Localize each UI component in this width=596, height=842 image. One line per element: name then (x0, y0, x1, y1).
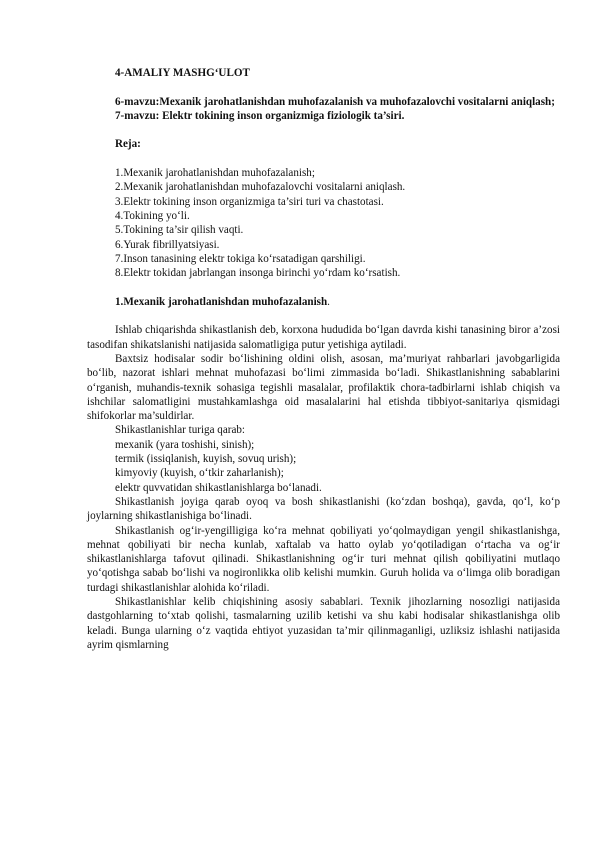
type-item: mexanik (yara toshishi, sinish); (115, 438, 255, 451)
plan-item: 6.Yurak fibrillyatsiyasi. (115, 238, 220, 251)
type-item: kimyoviy (kuyish, o‘tkir zaharlanish); (115, 467, 284, 480)
plan-item: 2.Mexanik jarohatlanishdan muhofazalovchi vositalarni aniqlash. (115, 181, 406, 194)
page-title: 4-AMALIY MASHG‘ULOT (115, 67, 250, 79)
plan-heading: Reja: (115, 138, 141, 151)
paragraph-1: Ishlab chiqarishda shikastlanish deb, korxona hududida bo‘lgan davrda kishi tanasining biror a’zosi tasodifan shikatslanishi natijasida salomatligiga putur yetishiga aytiladi. (87, 324, 560, 351)
type-item: termik (issiqlanish, kuyish, sovuq urish); (115, 453, 297, 466)
plan-list (87, 166, 560, 280)
paragraph-2: Baxtsiz hodisalar sodir bo‘lishining oldini olish, asosan, ma’muriyat rahbarlari javobgarligida bo‘lib, nazorat ishlari mehnat muhofazasi bo‘limi zimmasida bo‘ladi. Shikastlanishning sabablarini o‘rganish, muhandis-texnik sohasiga tegishli masalalar, profilaktik chora-tadbirlarni ishlab chiqish va ishchilar salomatligini mustahkamlashga oid masalalarini hal etishda tibbiyot-sanitariya qismidagi shifokorlar ma’suldirlar. (87, 352, 560, 423)
topic-7: 7-mavzu: Elektr tokining inson organizmiga fiziologik ta’siri. (115, 109, 405, 122)
type-item: elektr quvvatidan shikastlanishlarga bo‘lanadi. (115, 481, 322, 494)
plan-item: 1.Mexanik jarohatlanishdan muhofazalanish; (115, 167, 315, 180)
paragraph-5: Shikastlanishlar kelib chiqishining asosiy sabablari. Texnik jihozlarning nosozligi natijasida dastgohlarning to‘xtab qolishi, tasmalarning uzilib ketishi va shu kabi hodisalar shikastlanishga olib keladi. Bunga ularning o‘z vaqtida ehtiyot yuzasidan ta’mir qilinmaganligi, uzliksiz ishlashi natijasida ayrim qismlarning (87, 595, 560, 651)
plan-item: 5.Tokining ta’sir qilish vaqti. (115, 224, 244, 237)
plan-item: 8.Elektr tokidan jabrlangan insonga birinchi yo‘rdam ko‘rsatish. (115, 267, 401, 280)
topic-6: 6-mavzu:Mexanik jarohatlanishdan muhofazalanish va muhofazalovchi vositalarni aniqlash; (115, 95, 555, 108)
types-intro: Shikastlanishlar turiga qarab: (115, 424, 246, 437)
plan-item: 7.Inson tanasining elektr tokiga ko‘rsatadigan qarshiligi. (115, 252, 366, 265)
section-1-heading-suffix: . (327, 295, 330, 308)
plan-item: 3.Elektr tokining inson organizmiga ta’siri turi va chastotasi. (115, 195, 384, 208)
paragraph-3: Shikastlanish joyiga qarab oyoq va bosh shikastlanishi (ko‘zdan boshqa), gavda, qo‘l, ko‘p joylarning shikastlanishiga bo‘linadi. (87, 495, 560, 523)
section-1-heading (87, 295, 560, 309)
paragraph-4: Shikastlanish og‘ir-yengilligiga ko‘ra mehnat qobiliyati yo‘qolmaydigan yengil shikastlanishga, mehnat qobiliyati bir necha kunlab, xaftalab va hatto oylab yo‘qotiladigan o‘rtacha va og‘ir shikastlanishlarga tafovut qilinadi. Shikastlanishning og‘ir turi mehnat qilish qobiliyatini mutlaqo yo‘qotishga sabab bo‘lishi va nogironlikka olib kelishi mumkin. Guruh holida va o‘limga olib boradigan turdagi shikastlanishlar alohida ko‘riladi. (87, 524, 560, 594)
document-content (87, 66, 560, 652)
plan-item: 4.Tokining yo‘li. (115, 209, 190, 222)
section-1-heading-text: 1.Mexanik jarohatlanishdan muhofazalanish (115, 295, 328, 308)
